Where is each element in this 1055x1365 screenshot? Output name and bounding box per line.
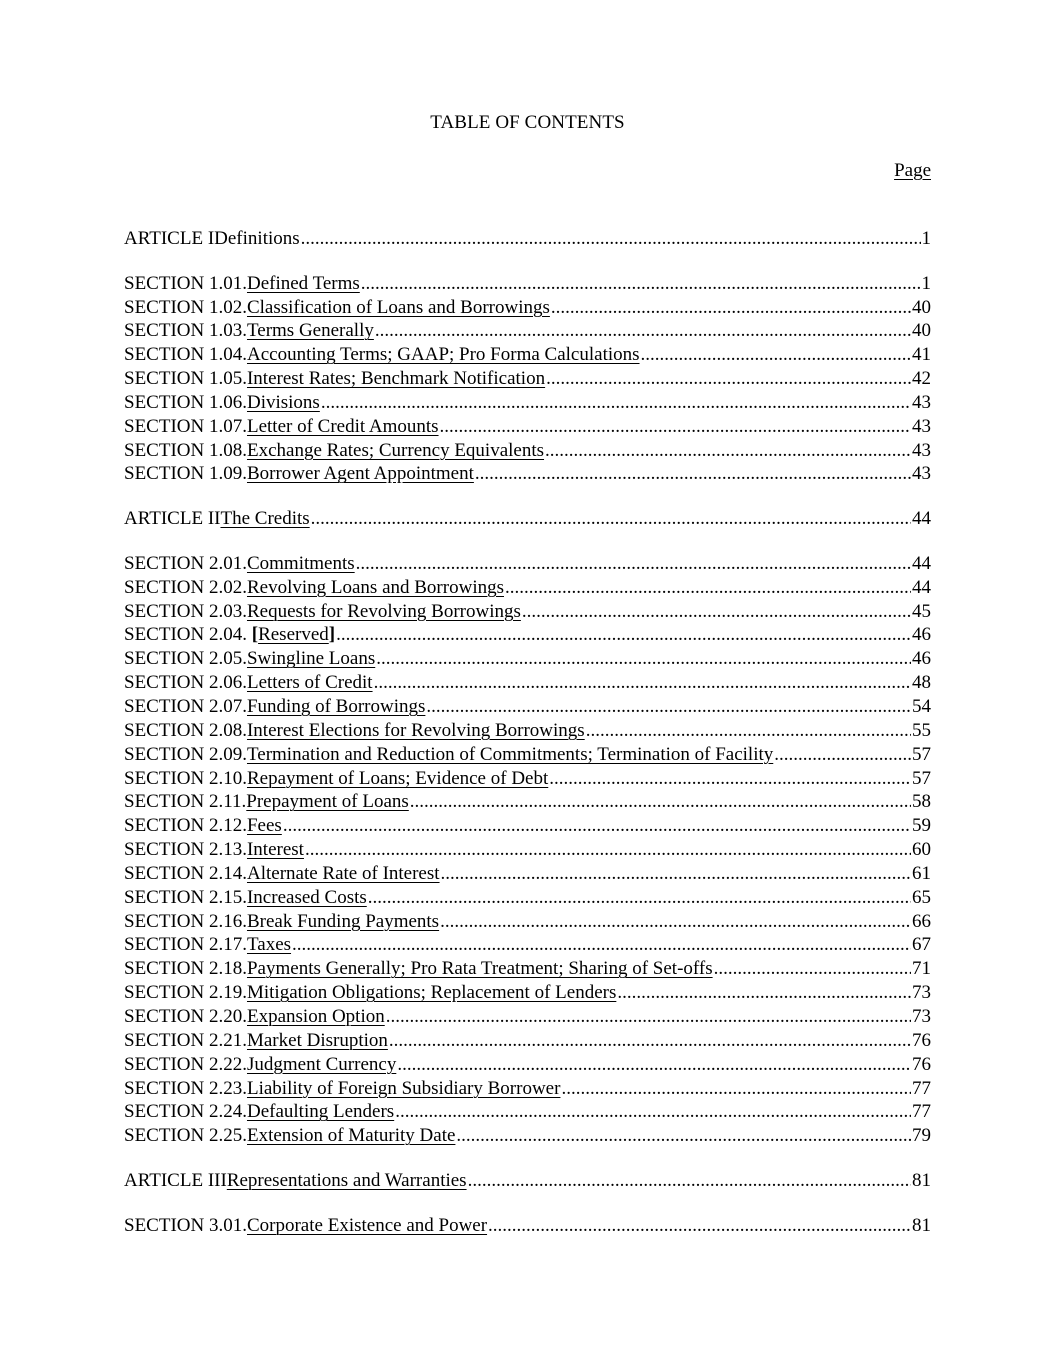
toc-page-number: 81 <box>912 1169 931 1191</box>
toc-section-number: SECTION 2.09. <box>124 743 247 765</box>
toc-section-number: SECTION 2.23. <box>124 1077 247 1099</box>
toc-section-title: Reserved <box>258 624 329 646</box>
toc-section-number: SECTION 2.25. <box>124 1125 247 1147</box>
dot-leader <box>397 1053 911 1077</box>
toc-entry[interactable] <box>124 838 931 862</box>
toc-section-title: Expansion Option <box>246 1005 385 1027</box>
toc-section-number: SECTION 2.22. <box>124 1053 247 1075</box>
toc-page-number: 46 <box>912 624 931 646</box>
toc-page-number: 45 <box>912 600 931 622</box>
toc-section-number: SECTION 2.19. <box>124 982 247 1004</box>
dot-leader <box>441 862 911 886</box>
toc-article-3-sections <box>124 1214 931 1238</box>
toc-section-number: SECTION 3.01. <box>124 1214 247 1236</box>
toc-page-number: 1 <box>921 228 931 249</box>
toc-section-title: Accounting Terms; GAAP; Pro Forma Calculations <box>246 344 640 366</box>
toc-page-number: 67 <box>912 934 931 956</box>
toc-section-number: SECTION 2.01. <box>124 552 247 574</box>
toc-entry[interactable] <box>124 552 931 576</box>
dot-leader <box>549 767 911 791</box>
toc-section-title: Letter of Credit Amounts <box>246 415 439 437</box>
dot-leader <box>546 367 911 391</box>
toc-section-title: Alternate Rate of Interest <box>246 862 440 884</box>
toc-entry[interactable] <box>124 623 931 647</box>
toc-entry[interactable] <box>124 439 931 463</box>
toc-section-number: SECTION 2.15. <box>124 886 247 908</box>
toc-section-title: Payments Generally; Pro Rata Treatment; Sharing of Set-offs <box>246 958 713 980</box>
toc-entry[interactable] <box>124 1124 931 1148</box>
dot-leader <box>386 1005 911 1029</box>
toc-section-title-bracketed <box>247 623 335 647</box>
toc-entry[interactable] <box>124 767 931 791</box>
toc-entry[interactable] <box>124 343 931 367</box>
dot-leader <box>336 623 911 647</box>
toc-page-number: 43 <box>912 391 931 413</box>
dot-leader <box>374 671 911 695</box>
dot-leader <box>551 296 911 320</box>
dot-leader <box>356 552 911 576</box>
toc-page-number: 79 <box>912 1125 931 1147</box>
toc-section-title: Revolving Loans and Borrowings <box>246 576 504 598</box>
toc-page-number: 81 <box>912 1214 931 1236</box>
toc-article-3[interactable] <box>124 1169 931 1193</box>
toc-article-title: Representations and Warranties <box>226 1169 467 1191</box>
toc-entry[interactable] <box>124 415 931 439</box>
toc-page-number: 66 <box>912 910 931 932</box>
toc-section-title: Break Funding Payments <box>246 910 440 932</box>
dot-leader <box>617 981 911 1005</box>
toc-page-number: 1 <box>921 272 931 294</box>
toc-section-number: SECTION 2.12. <box>124 815 247 837</box>
dot-leader <box>468 1169 911 1193</box>
toc-article-title: Definitions <box>214 228 300 249</box>
dot-leader <box>410 790 911 814</box>
toc-section-number: SECTION 2.02. <box>124 576 247 598</box>
toc-section-title: Commitments <box>246 552 355 574</box>
toc-page-number: 58 <box>912 791 931 813</box>
toc-page-number: 59 <box>912 815 931 837</box>
toc-entry[interactable] <box>124 886 931 910</box>
toc-page-number: 46 <box>912 648 931 670</box>
toc-page-number: 44 <box>912 508 931 530</box>
dot-leader <box>522 600 911 624</box>
toc-entry[interactable] <box>124 1053 931 1077</box>
toc-entry[interactable] <box>124 814 931 838</box>
open-bracket: [ <box>251 624 259 646</box>
toc-page-number: 60 <box>912 839 931 861</box>
toc-page-number: 44 <box>912 552 931 574</box>
toc-entry[interactable] <box>124 790 931 814</box>
toc-section-number: SECTION 2.24. <box>124 1101 247 1123</box>
toc-section-title: Termination and Reduction of Commitments; Termination of Facility <box>246 743 774 765</box>
toc-entry[interactable] <box>124 695 931 719</box>
toc-section-number: SECTION 1.09. <box>124 463 247 485</box>
toc-section-title: Interest <box>246 839 304 861</box>
dot-leader <box>305 838 911 862</box>
toc-page-number: 44 <box>912 576 931 598</box>
toc-section-title: Requests for Revolving Borrowings <box>246 600 521 622</box>
toc-section-title: Corporate Existence and Power <box>246 1214 488 1236</box>
toc-page-number: 41 <box>912 344 931 366</box>
toc-section-number: SECTION 2.16. <box>124 910 247 932</box>
toc-section-title: Judgment Currency <box>246 1053 397 1075</box>
dot-leader <box>475 462 911 486</box>
toc-section-title: Defined Terms <box>246 272 360 294</box>
toc-article-title: The Credits <box>220 508 310 530</box>
toc-section-number: SECTION 2.20. <box>124 1005 247 1027</box>
toc-section-number: SECTION 2.08. <box>124 719 247 741</box>
toc-section-number: SECTION 2.11. <box>124 791 247 813</box>
toc-section-title: Liability of Foreign Subsidiary Borrower <box>246 1077 561 1099</box>
toc-page-number: 73 <box>912 982 931 1004</box>
toc-article-number: ARTICLE I <box>124 228 215 249</box>
toc-article-2[interactable] <box>124 507 931 531</box>
toc-section-number: SECTION 1.02. <box>124 296 247 318</box>
toc-entry[interactable] <box>124 957 931 981</box>
toc-page-number: 71 <box>912 958 931 980</box>
toc-page-number: 61 <box>912 862 931 884</box>
toc-section-title: Mitigation Obligations; Replacement of Lenders <box>246 982 617 1004</box>
toc-section-title: Funding of Borrowings <box>246 696 426 718</box>
toc-section-title: Borrower Agent Appointment <box>246 463 474 485</box>
dot-leader <box>714 957 911 981</box>
toc-entry[interactable] <box>124 1214 931 1238</box>
toc-entry[interactable] <box>124 296 931 320</box>
dot-leader <box>375 319 911 343</box>
toc-page-number: 76 <box>912 1053 931 1075</box>
toc-entry[interactable] <box>124 671 931 695</box>
toc-entry[interactable] <box>124 462 931 486</box>
dot-leader <box>292 933 911 957</box>
dot-leader <box>641 343 911 367</box>
toc-entry[interactable] <box>124 862 931 886</box>
toc-entry[interactable] <box>124 319 931 343</box>
toc-section-number: SECTION 1.06. <box>124 391 247 413</box>
toc-section-number: SECTION 2.18. <box>124 958 247 980</box>
toc-entry[interactable] <box>124 981 931 1005</box>
toc-section-number: SECTION 2.14. <box>124 862 247 884</box>
page-column-header: Page <box>894 160 931 181</box>
dot-leader <box>505 576 911 600</box>
toc-entry[interactable] <box>124 647 931 671</box>
toc-article-number: ARTICLE III <box>124 1169 227 1191</box>
toc-section-number: SECTION 2.10. <box>124 767 247 789</box>
toc-section-title: Interest Elections for Revolving Borrowings <box>246 719 585 741</box>
dot-leader <box>361 272 921 296</box>
toc-page-number: 55 <box>912 719 931 741</box>
toc-entry[interactable] <box>124 600 931 624</box>
toc-article-number: ARTICLE II <box>124 508 221 530</box>
dot-leader <box>586 719 911 743</box>
toc-article-2-sections <box>124 552 931 1148</box>
toc-section-number: SECTION 1.08. <box>124 439 247 461</box>
toc-section-title: Increased Costs <box>246 886 367 908</box>
toc-section-title: Fees <box>246 815 282 837</box>
dot-leader <box>368 886 911 910</box>
dot-leader <box>456 1124 911 1148</box>
toc-page-number: 65 <box>912 886 931 908</box>
toc-section-title: Divisions <box>246 391 320 413</box>
toc-page-number: 40 <box>912 296 931 318</box>
toc-section-number: SECTION 1.07. <box>124 415 247 437</box>
toc-page-number: 40 <box>912 320 931 342</box>
toc-entry[interactable] <box>124 719 931 743</box>
dot-leader <box>488 1214 911 1238</box>
toc-entry[interactable] <box>124 743 931 767</box>
toc-section-title: Extension of Maturity Date <box>246 1125 456 1147</box>
toc-entry[interactable] <box>124 933 931 957</box>
toc-section-number: SECTION 2.05. <box>124 648 247 670</box>
toc-section-title: Defaulting Lenders <box>246 1101 395 1123</box>
toc-entry[interactable] <box>124 1100 931 1124</box>
toc-section-number: SECTION 1.05. <box>124 368 247 390</box>
toc-section-number: SECTION 1.01. <box>124 272 247 294</box>
toc-entry[interactable] <box>124 1077 931 1101</box>
dot-leader <box>440 415 911 439</box>
toc-section-title: Exchange Rates; Currency Equivalents <box>246 439 545 461</box>
toc-page-number: 73 <box>912 1005 931 1027</box>
toc-section-number: SECTION 2.07. <box>124 696 247 718</box>
dot-leader <box>283 814 911 838</box>
toc-page-number: 77 <box>912 1101 931 1123</box>
dot-leader <box>426 695 911 719</box>
toc-article-1[interactable] <box>124 227 931 251</box>
toc-section-number: SECTION 2.06. <box>124 672 247 694</box>
toc-section-number: SECTION 1.04. <box>124 344 247 366</box>
toc-entry[interactable] <box>124 910 931 934</box>
toc-section-title: Classification of Loans and Borrowings <box>246 296 550 318</box>
toc-page-number: 57 <box>912 743 931 765</box>
toc-page-number: 57 <box>912 767 931 789</box>
dot-leader <box>774 743 911 767</box>
dot-leader <box>440 910 911 934</box>
toc-section-title: Terms Generally <box>246 320 374 342</box>
toc-section-number: SECTION 2.03. <box>124 600 247 622</box>
dot-leader <box>311 507 911 531</box>
toc-section-title: Letters of Credit <box>246 672 373 694</box>
toc-entry[interactable] <box>124 272 931 296</box>
toc-entry[interactable] <box>124 1029 931 1053</box>
toc-section-title: Swingline Loans <box>246 648 376 670</box>
toc-entry[interactable] <box>124 367 931 391</box>
dot-leader <box>376 647 911 671</box>
toc-page-number: 43 <box>912 463 931 485</box>
toc-section-number: SECTION 1.03. <box>124 320 247 342</box>
toc-article-1-sections <box>124 272 931 487</box>
toc-entry[interactable] <box>124 1005 931 1029</box>
dot-leader <box>561 1077 911 1101</box>
toc-section-number: SECTION 2.17. <box>124 934 247 956</box>
table-of-contents <box>124 227 931 1238</box>
toc-page-number: 43 <box>912 415 931 437</box>
toc-page-number: 43 <box>912 439 931 461</box>
toc-section-title: Taxes <box>246 934 292 956</box>
toc-entry[interactable] <box>124 576 931 600</box>
toc-page-number: 77 <box>912 1077 931 1099</box>
dot-leader <box>545 439 911 463</box>
toc-page-number: 48 <box>912 672 931 694</box>
toc-section-number: SECTION 2.13. <box>124 839 247 861</box>
dot-leader <box>321 391 911 415</box>
toc-section-number: SECTION 2.04. <box>124 624 247 646</box>
toc-section-title: Interest Rates; Benchmark Notification <box>246 368 546 390</box>
dot-leader <box>301 227 921 251</box>
toc-page-number: 76 <box>912 1029 931 1051</box>
toc-section-number: SECTION 2.21. <box>124 1029 247 1051</box>
toc-page-number: 54 <box>912 696 931 718</box>
close-bracket: ] <box>328 624 336 646</box>
page-title: TABLE OF CONTENTS <box>430 112 625 133</box>
toc-section-title: Repayment of Loans; Evidence of Debt <box>246 767 549 789</box>
toc-page-number: 42 <box>912 368 931 390</box>
toc-entry[interactable] <box>124 391 931 415</box>
dot-leader <box>389 1029 911 1053</box>
toc-section-title: Market Disruption <box>246 1029 388 1051</box>
toc-section-title: Prepayment of Loans <box>246 791 409 813</box>
dot-leader <box>395 1100 911 1124</box>
